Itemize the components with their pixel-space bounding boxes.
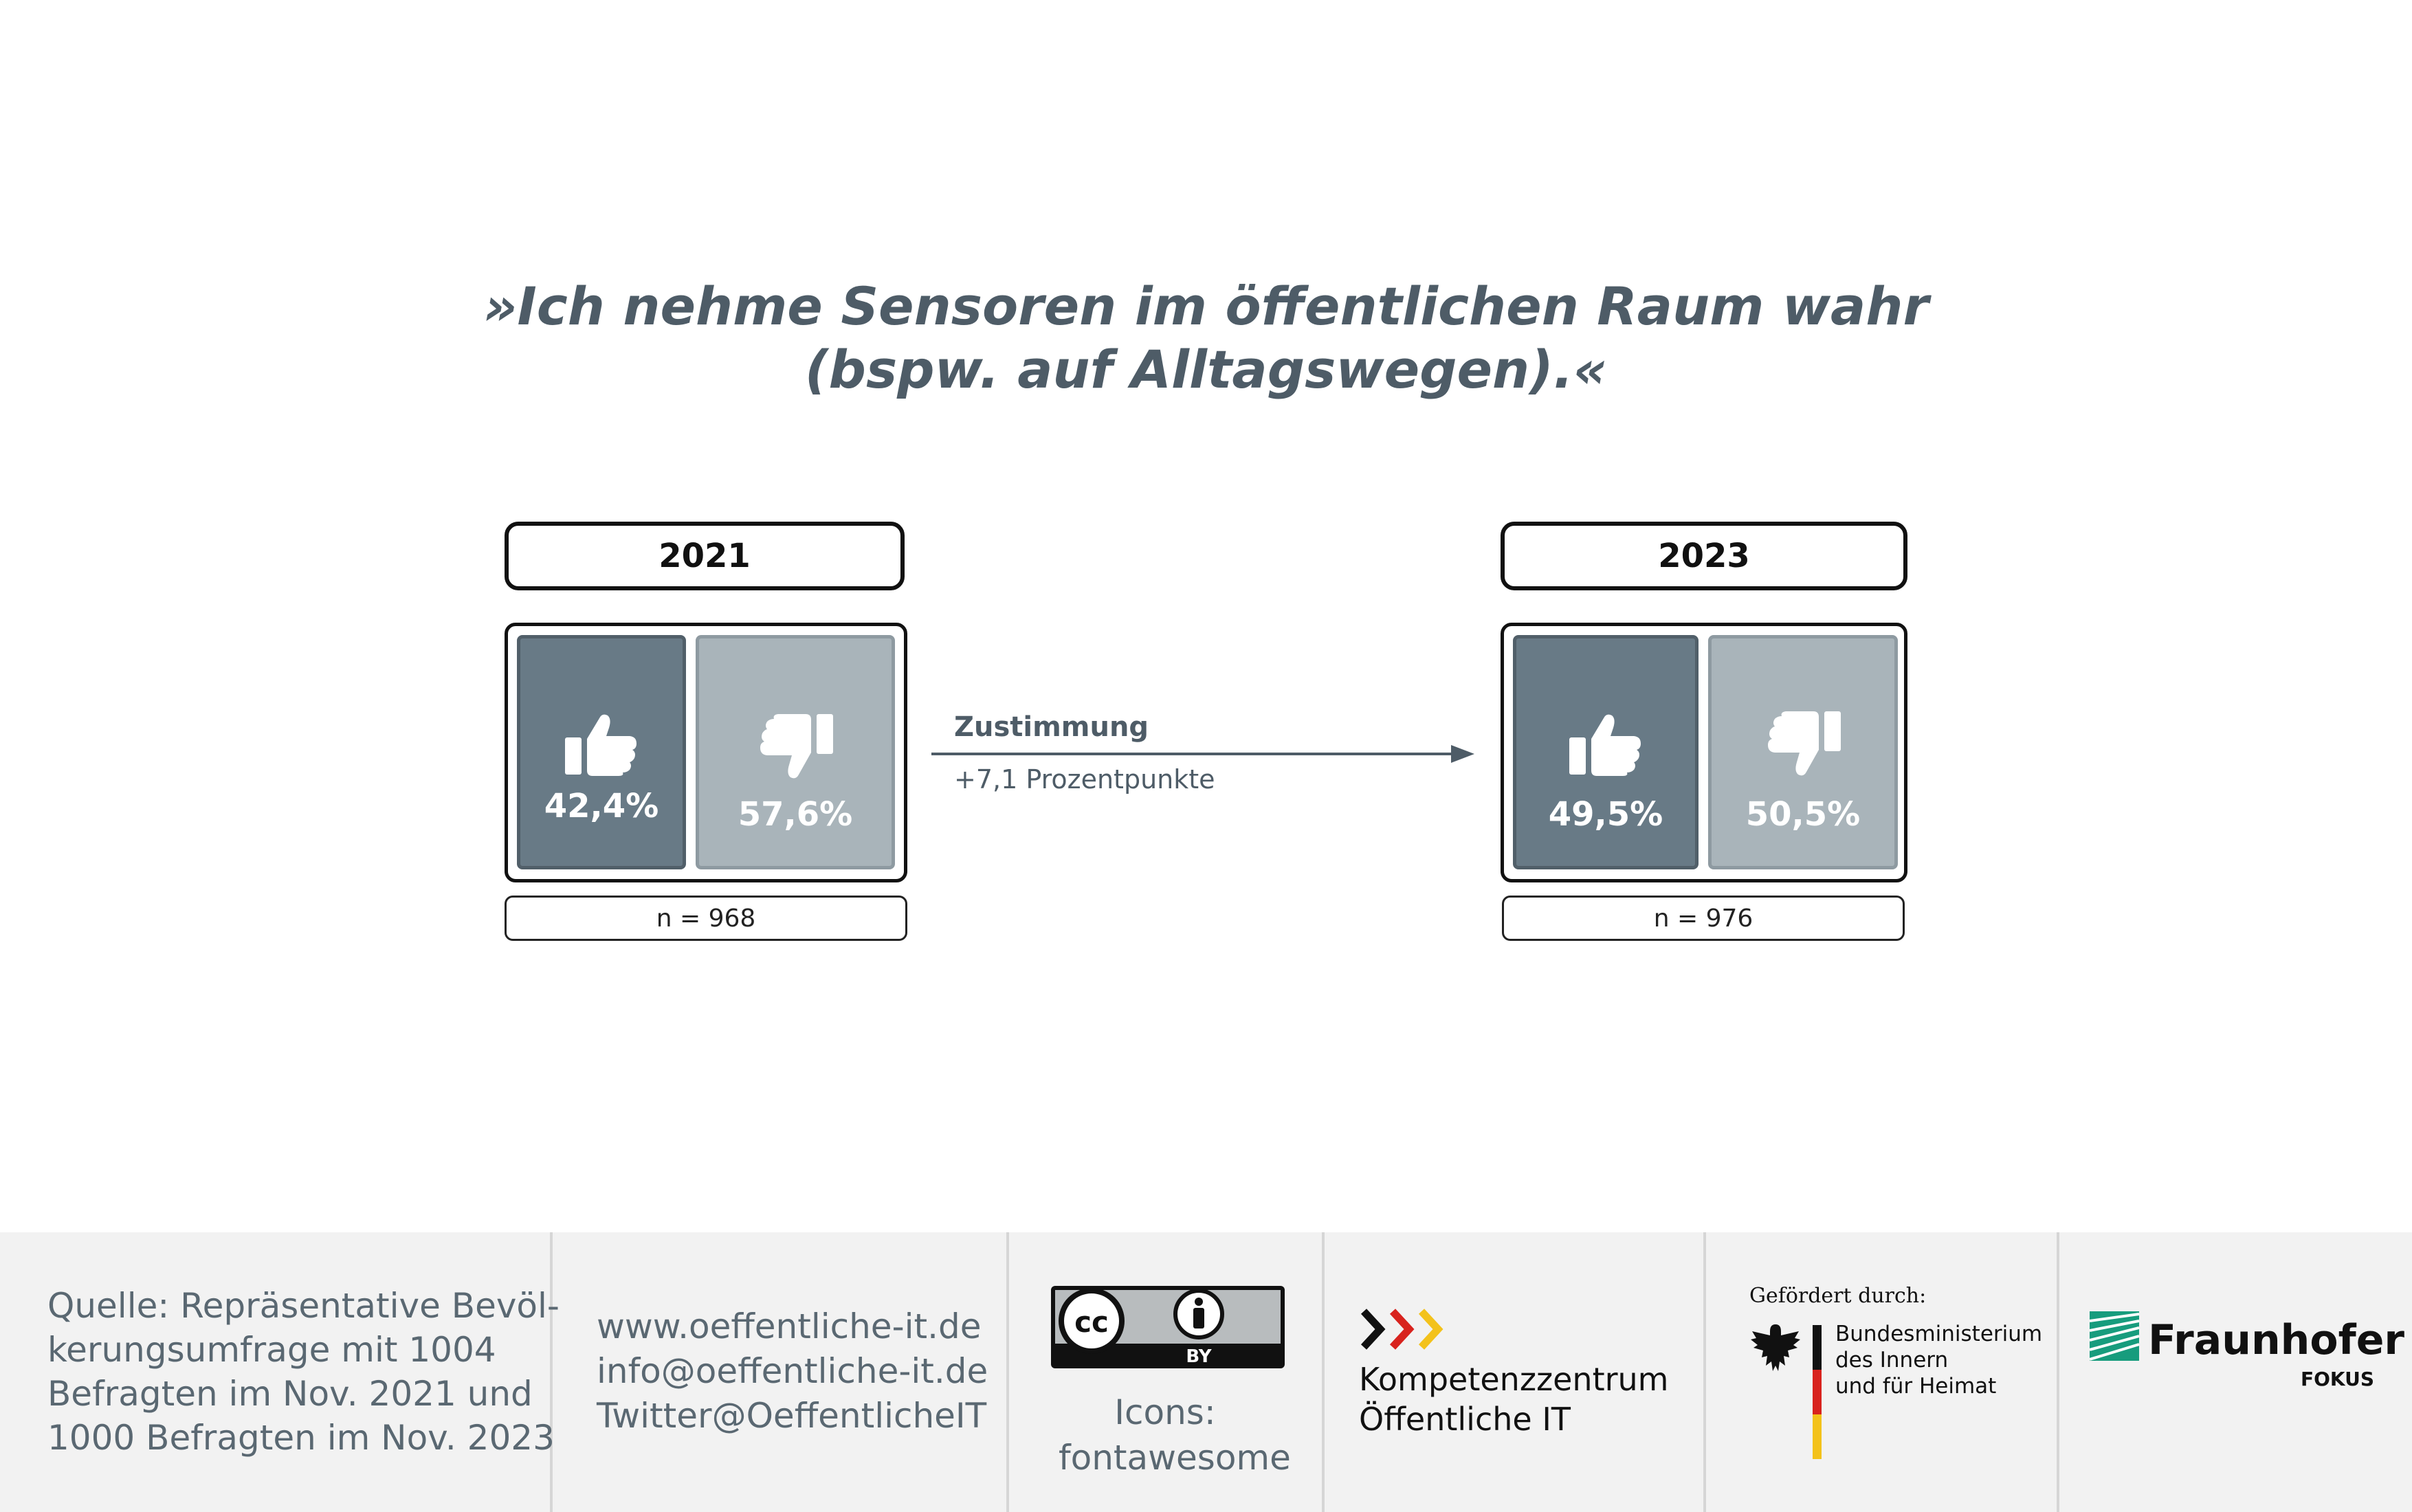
footer-divider	[1703, 1232, 1706, 1512]
twitter-link[interactable]: Twitter@OeffentlicheIT	[597, 1396, 987, 1436]
title-line-1: »Ich nehme Sensoren im öffentlichen Raum wahr	[483, 276, 1929, 337]
yes-cell-2023	[1513, 635, 1699, 869]
yes-value-2023: 49,5%	[1548, 795, 1663, 834]
no-value-2023: 50,5%	[1745, 795, 1861, 834]
email-link[interactable]: info@oeffentliche-it.de	[597, 1351, 988, 1391]
year-label-2021: 2021	[505, 522, 905, 590]
thumbs-up-icon	[564, 713, 639, 776]
kompetenz-line: Kompetenzzentrum	[1359, 1361, 1669, 1398]
ministry-line: und für Heimat	[1835, 1374, 1997, 1399]
contact-info	[597, 1304, 988, 1438]
icons-credit	[1059, 1390, 1291, 1480]
source-line: Quelle: Repräsentative Bevöl-	[47, 1286, 560, 1326]
footer-divider	[2057, 1232, 2059, 1512]
change-value: +7,1 Prozentpunkte	[954, 764, 1215, 794]
source-line: kerungsumfrage mit 1004	[47, 1330, 496, 1370]
yes-cell-2021	[517, 635, 686, 869]
title-line-2: (bspw. auf Alltagswegen).«	[804, 339, 1608, 400]
change-arrow	[931, 742, 1481, 766]
fraunhofer-logo-icon	[2090, 1311, 2139, 1361]
footer-divider	[1322, 1232, 1325, 1512]
panel-2023	[1501, 623, 1907, 882]
website-link[interactable]: www.oeffentliche-it.de	[597, 1307, 982, 1346]
by-text: BY	[1186, 1346, 1212, 1367]
ministry-line: des Innern	[1835, 1348, 1949, 1372]
icons-credit-line: Icons:	[1114, 1392, 1216, 1432]
thumbs-down-icon	[1762, 710, 1844, 779]
sample-size-2021: n = 968	[505, 896, 907, 941]
fraunhofer-name: Fraunhofer	[2148, 1316, 2404, 1364]
chart-title	[0, 275, 2412, 401]
cc-by-license-icon	[1050, 1285, 1285, 1369]
source-line: 1000 Befragten im Nov. 2023	[47, 1418, 555, 1458]
ministry-name	[1835, 1321, 2042, 1399]
funded-by-label: Gefördert durch:	[1749, 1284, 1927, 1308]
source-note	[47, 1284, 560, 1460]
german-flag-stripe	[1813, 1325, 1822, 1459]
kompetenz-chevrons-icon	[1360, 1307, 1456, 1351]
panel-2021	[505, 623, 907, 882]
fraunhofer-sub: FOKUS	[2301, 1368, 2375, 1390]
yes-value-2021: 42,4%	[544, 787, 659, 825]
thumbs-up-icon	[1568, 713, 1644, 776]
no-value-2021: 57,6%	[738, 795, 853, 834]
ministry-line: Bundesministerium	[1835, 1322, 2043, 1346]
sample-size-2023: n = 976	[1502, 896, 1905, 941]
change-label: Zustimmung	[954, 711, 1149, 743]
thumbs-down-icon	[755, 713, 836, 781]
no-cell-2021	[696, 635, 895, 869]
year-label-2023: 2023	[1501, 522, 1907, 590]
federal-eagle-icon	[1749, 1322, 1802, 1374]
kompetenz-logo-text	[1359, 1359, 1668, 1439]
no-cell-2023	[1708, 635, 1898, 869]
footer-divider	[1006, 1232, 1009, 1512]
source-line: Befragten im Nov. 2021 und	[47, 1374, 533, 1414]
cc-text: cc	[1074, 1305, 1109, 1339]
icons-credit-line: fontawesome	[1059, 1438, 1291, 1478]
kompetenz-line: Öffentliche IT	[1359, 1401, 1571, 1438]
